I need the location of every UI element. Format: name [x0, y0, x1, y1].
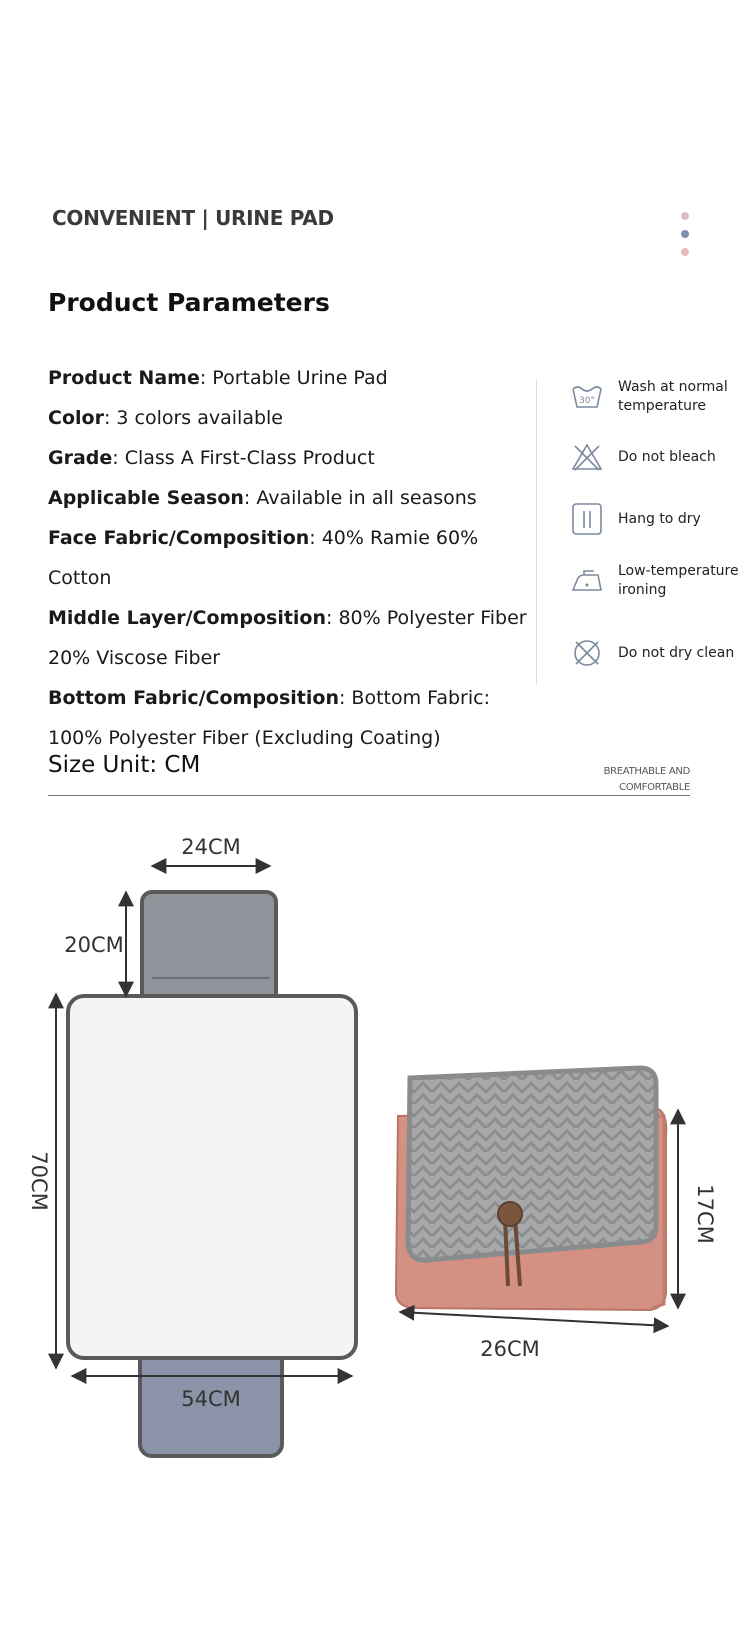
parameter-row	[48, 438, 538, 478]
dim-flap-height: 20CM	[64, 933, 124, 957]
care-item-dryclean	[570, 636, 750, 670]
feature-tag-line: BREATHABLE AND	[603, 766, 690, 777]
section-title: Product Parameters	[48, 288, 330, 317]
low-iron-icon	[570, 564, 604, 598]
parameter-value: : Available in all seasons	[243, 487, 477, 509]
feature-tag	[560, 764, 690, 796]
no-dry-clean-icon	[570, 636, 604, 670]
dim-pad-width: 54CM	[181, 1387, 241, 1411]
color-dot	[681, 212, 689, 220]
parameter-value: : 3 colors available	[103, 407, 283, 429]
dim-folded-width: 26CM	[480, 1337, 540, 1361]
dim-flap-width: 24CM	[181, 835, 241, 859]
parameter-row	[48, 358, 538, 398]
horizontal-rule	[48, 795, 690, 796]
pad-body	[68, 996, 356, 1358]
parameter-row	[48, 398, 538, 438]
vertical-divider	[536, 380, 537, 685]
dim-folded-height: 17CM	[693, 1184, 717, 1244]
wash-temp-text: 30°	[579, 396, 595, 406]
folded-pad	[396, 1068, 666, 1310]
care-item-hang	[570, 502, 750, 536]
care-label: Hang to dry	[618, 510, 701, 527]
brand-heading: CONVENIENT | URINE PAD	[52, 206, 334, 230]
parameter-key: Bottom Fabric/Composition	[48, 687, 339, 709]
dim-line	[400, 1312, 668, 1326]
parameter-value: : Portable Urine Pad	[199, 367, 388, 389]
parameter-row	[48, 678, 538, 758]
care-item-iron	[570, 562, 750, 600]
parameter-value: : Bottom Fabric: 100% Polyester Fiber (Excluding Coating)	[48, 687, 490, 749]
feature-tag-line: COMFORTABLE	[619, 782, 690, 793]
size-unit-heading: Size Unit: CM	[48, 752, 201, 778]
color-dot	[681, 248, 689, 256]
parameter-key: Applicable Season	[48, 487, 244, 509]
care-label: Do not bleach	[618, 448, 716, 465]
care-item-bleach	[570, 440, 750, 474]
parameter-key: Grade	[48, 447, 113, 469]
parameter-row	[48, 518, 538, 598]
parameter-value: : Class A First-Class Product	[112, 447, 375, 469]
dim-pad-length: 70CM	[27, 1151, 51, 1211]
parameter-key: Product Name	[48, 367, 200, 389]
button-icon	[498, 1202, 522, 1226]
parameter-row	[48, 598, 538, 678]
parameter-key: Middle Layer/Composition	[48, 607, 327, 629]
color-dots	[681, 212, 689, 266]
parameter-key: Face Fabric/Composition	[48, 527, 310, 549]
hang-dry-icon	[570, 502, 604, 536]
color-dot	[681, 230, 689, 238]
care-label: Low-temperature ironing	[618, 563, 739, 598]
parameter-row	[48, 478, 538, 518]
care-label: Wash at normal temperature	[618, 379, 728, 414]
no-bleach-icon	[570, 440, 604, 474]
care-item-wash	[570, 378, 750, 416]
unfolded-pad	[68, 892, 356, 1456]
parameter-value: : 40% Ramie 60% Cotton	[48, 527, 479, 589]
wash-30-icon	[570, 380, 604, 414]
dimension-diagram	[0, 816, 730, 1516]
parameter-key: Color	[48, 407, 104, 429]
parameter-value: : 80% Polyester Fiber 20% Viscose Fiber	[48, 607, 527, 669]
parameter-list	[48, 358, 538, 758]
care-label: Do not dry clean	[618, 644, 735, 661]
